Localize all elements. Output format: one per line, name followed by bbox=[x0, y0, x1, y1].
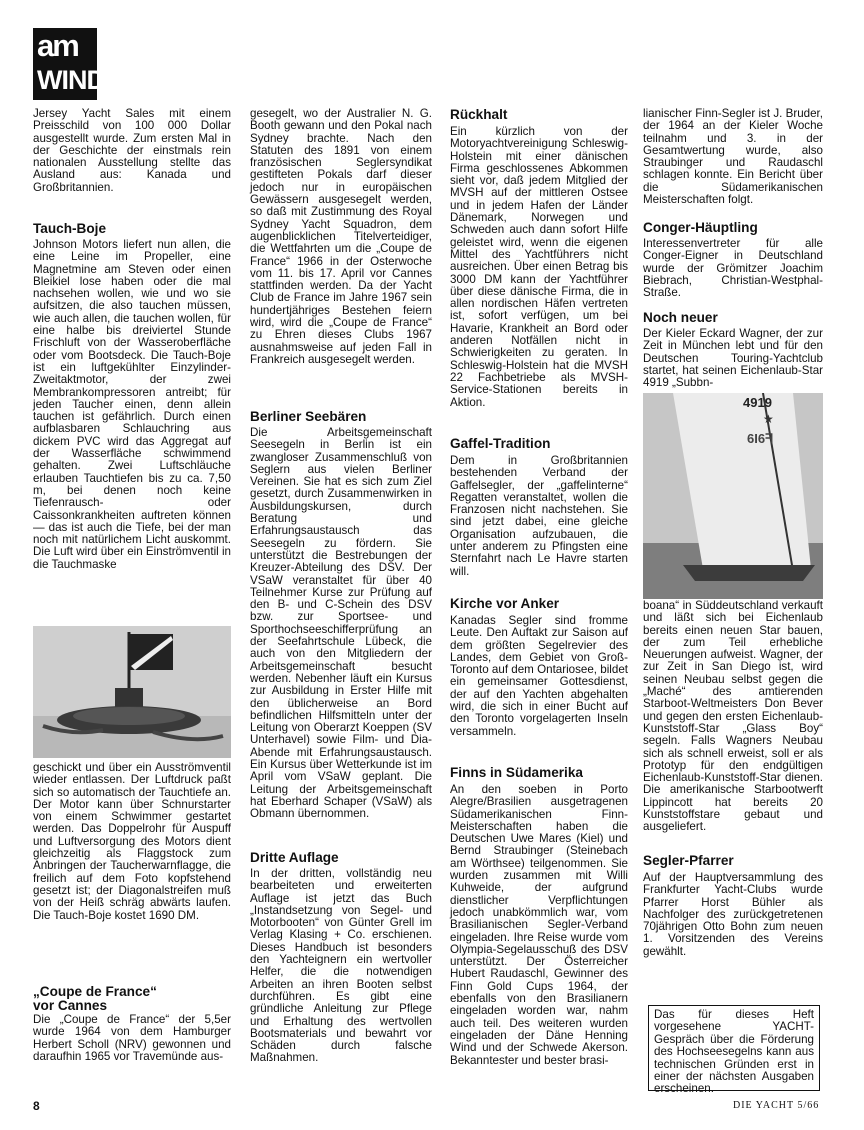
heading-conger-haeuptling: Conger-Häuptling bbox=[643, 220, 758, 235]
col4-para5: Auf der Hauptversammlung des Frankfurter Yacht-Clubs wurde Pfarrer Horst Bühler als Nachfolger des zurückgetretenen 70jährigen Otto Bohn zum neuen 1. Vorsitzenden des Vereins gewählt. bbox=[643, 871, 823, 958]
notice-box bbox=[648, 1005, 820, 1096]
heading-coupe-de-france bbox=[33, 985, 231, 1013]
page-number: 8 bbox=[33, 1099, 40, 1113]
col4-para3: Der Kieler Eckard Wagner, der zur Zeit in München lebt und für den Deutschen Touring-Yachtclub startet, hat seinen Eichenlaub-Star 4919 „Subbn- bbox=[643, 327, 823, 390]
star-boat-photo bbox=[643, 393, 823, 599]
heading-kirche-vor-anker: Kirche vor Anker bbox=[450, 596, 560, 611]
heading-tauch-boje: Tauch-Boje bbox=[33, 221, 107, 236]
star-emblem-icon: ★ bbox=[763, 412, 774, 426]
magazine-issue: DIE YACHT 5/66 bbox=[733, 1100, 820, 1111]
col4-para4: boana“ in Süddeutschland verkauft und läßt sich bei Eichenlaub bereits einen neuen Star bauen, der zum Teil erhebliche Neuerungen aufweist. Wagner, der zur Zeit in San Diego ist, wird seinen Neubau selbst gegen die „Maché“ des amtierenden Starboot-Weltmeisters Don Bever und gegen den ersten Eichenlaub-Kunststoff-Star „Glass Boy“ segeln. Falls Wagners Neubau sich als schnell erweist, soll er als Prototyp für den endgültigen Eichenlaub-Kunststoff-Star dienen. Die amerikanische Starbootwerft Lippincott hat bereits 20 Kunststoffstare gebaut und ausgeliefert. bbox=[643, 599, 823, 834]
heading-segler-pfarrer: Segler-Pfarrer bbox=[643, 853, 734, 868]
notice-box-text: Das für dieses Heft vorgesehene YACHT-Gespräch über die Förderung des Hochseesegelns kann aus technischen Gründen erst in einer der nächsten Ausgaben erscheinen. bbox=[654, 1008, 814, 1096]
heading-finns-in-suedamerika: Finns in Südamerika bbox=[450, 765, 583, 780]
col3-para2: Dem in Großbritannien bestehenden Verband der Gaffelsegler, der „gaffelinterne“ Regatten veranstaltet, wollen die Franzosen nicht nachstehen. Sie sind jetzt dabei, eine gleiche Organisation aufzubauen, die unter anderem zu Pfingsten eine Sternfahrt nach Le Havre starten will. bbox=[450, 454, 628, 578]
heading-berliner-seebaeren: Berliner Seebären bbox=[250, 409, 367, 424]
am-wind-logo bbox=[33, 28, 105, 100]
col2-para3: In der dritten, vollständig neu bearbeiteten und erweiterten Auflage ist jetzt das Buch „Instandsetzung von Segel- und Motorbooten“ von Günter Grell im Verlag Klasing + Co. erschienen. Dieses Handbuch ist besonders den Yachteignern ein wertvoller Helfer, die die notwendigen Arbeiten an ihren Booten selbst durchführen. Es gibt eine gründliche Anleitung zur Pflege und Erhaltung des wertvollen Bootsmaterials und bewahrt vor Schäden durch falsche Maßnahmen. bbox=[250, 867, 432, 1065]
col3-para1: Ein kürzlich von der Motoryachtvereinigung Schleswig-Holstein mit einer dänischen Firma geschlossenes Abkommen sieht vor, daß jedem Mitglied der MVSH auf der mittleren Ostsee und in jedem Hafen der Länder Dänemark, Norwegen und Schweden auch dann sofort Hilfe geleistet wird, wenn die eigenen Mittel des Yachtführers nicht ausreichen. Über einen Betrag bis 3000 DM kann der Yachtführer über diese dänische Firma, die in allen nordischen Häfen vertreten ist, sofort verfügen, um bei Havarie, Krankheit an Bord oder anderen Notfällen nicht in Schwierigkeiten zu geraten. In Schleswig-Holstein hat die MVSH 22 Fachbetriebe als MVSH-Service-Stationen bereits in Aktion. bbox=[450, 125, 628, 409]
col2-para2: Die Arbeitsgemeinschaft Seesegeln in Berlin ist ein zwangloser Zusammenschluß von Seglern aus vielen Berliner Vereinen. Sie hat es sich zum Ziel gesetzt, durch Zusammenwirken in Ausbildungskursen, durch Beratung und Erfahrungsaustausch das Seesegeln zu fördern. Sie unterstützt die Bestrebungen der Kreuzer-Abteilung des DSV. Der VSaW veranstaltet für über 40 Teilnehmer Kurse zur Prüfung auf den B- und C-Schein des DSV bzw. zur Sportsee- und Sporthochseeschifferprüfung an der Seefahrtschule Lübeck, die auch von den Mitgliedern der Arbeitsgemeinschaft besucht werden. Nebenher läuft ein Kursus zur Ausbildung in Erster Hilfe mit den üblicherweise an Bord befindlichen Hilfsmitteln unter der Leitung von Oberarzt Koeppen (SV Unterhavel) sowie Film- und Dia-Abende mit Erfahrungsaustausch. Ein Kursus über Wetterkunde ist im April vom VSaW geplant. Die Leitung der Arbeitsgemeinschaft hat Eberhard Schaper (VSaW) als Obmann übernommen. bbox=[250, 426, 432, 821]
col3-para4: An den soeben in Porto Alegre/Brasilien ausgetragenen Südamerikanischen Finn-Meisterschaften haben die Deutschen Uwe Mares (Kiel) und Bernd Straubinger (Steinebach am Wörthsee) teilgenommen. Sie wurden zusammen mit Willi Kuhweide, der aufgrund dienstlicher Verpflichtungen jedoch unabkömmlich war, vom Brasilianischen Segler-Verband eingeladen. Ihre Reise wurde vom Olympia-Segelausschuß des DSV unterstützt. Der Österreicher Hubert Raudaschl, Gewinner des Finn Gold Cups 1964, der ebenfalls von den Brasilianern eingeladen worden war, nahm auch teil. Des weiteren wurden eingeladen der Däne Henning Wind und der Schwede Akerson. Bekanntester und bester brasi- bbox=[450, 783, 628, 1067]
col4-para2: Interessenvertreter für alle Conger-Eigner in Deutschland wurde der Grömitzer Joachim Biebrach, Christian-Westphal-Straße. bbox=[643, 237, 823, 300]
col4-para1: lianischer Finn-Segler ist J. Bruder, der 1964 an der Kieler Woche teilnahm und 3. in der Gesamtwertung wurde, also Straubinger und Raudaschl schlagen konnte. Ein Bericht über die Südamerikanischen Meisterschaften folgt. bbox=[643, 107, 823, 207]
heading-coupe-line2: vor Cannes bbox=[33, 998, 108, 1013]
sail-number-top: 4919 bbox=[743, 395, 772, 410]
diving-buoy-photo bbox=[33, 626, 231, 758]
sail-number-mirrored: 6I6ᖷ bbox=[747, 431, 773, 446]
col1-para2: Johnson Motors liefert nun allen, die eine Leine im Propeller, eine Magnetmine am Steven oder einen Bleikiel lose haben oder die mal nachsehen wollen, wie und wo sie aufsitzen, die also tauchen müssen, wie auch allen, die tauchen wollen, für eine halbe bis dreiviertel Stunde Frischluft von der Wasseroberfläche oder vom Bootsdeck. Die Tauch-Boje ist ein luftgekühlter Einzylinder-Zweitaktmotor, der zwei Membrankompressoren antreibt; für jeden Taucher einen, denn allein tauchen ist gefährlich. Durch einen aufblasbaren Schlauchring aus dickem PVC wird das Aggregat auf der Wasserfläche schwimmend gehalten. Zwei Luftschläuche erlauben Tauchtiefen bis zu ca. 7,50 m, bei denen noch keine Tiefenrausch- oder Caissonkrankheiten auftreten können — das ist auch die Tiefe, bei der man noch mit natürlichem Licht auskommt. Die Luft wird über ein Einströmventil in die Tauchmaske bbox=[33, 238, 231, 571]
heading-noch-neuer: Noch neuer bbox=[643, 310, 718, 325]
col3-para3: Kanadas Segler sind fromme Leute. Den Auftakt zur Saison auf dem größten Segelrevier des Landes, dem Gebiet von Groß-Toronto auf dem Ontariosee, bildet ein gemeinsamer Gottesdienst, der auf den Yachten abgehalten wird, die sich in einer Bucht auf den Toronto vorgelagerten Inseln versammeln. bbox=[450, 614, 628, 738]
heading-gaffel-tradition: Gaffel-Tradition bbox=[450, 436, 551, 451]
heading-dritte-auflage: Dritte Auflage bbox=[250, 850, 339, 865]
heading-rueckhalt: Rückhalt bbox=[450, 107, 508, 122]
col2-para1: gesegelt, wo der Australier N. G. Booth gewann und den Pokal nach Sydney brachte. Nach den Statuten des 1891 von einem französischen Seglersyndikat gestifteten Pokals darf dieser jedoch nur in europäischen Gewässern ausgesegelt werden, so daß mit Zustimmung des Royal Sydney Yacht Squadron, dem augenblicklichen Titelverteidiger, die Wettfahrten um die „Coupe de France“ 1966 in der Osterwoche vom 11. bis 17. April vor Cannes stattfinden werden. Da der Yacht Club de France im Jahre 1967 sein hundertjähriges Bestehen feiern wird, wird die „Coupe de France“ zu Ehren dieses Clubs 1967 ausnahmsweise auf jeden Fall in Frankreich ausgesegelt werden. bbox=[250, 107, 432, 366]
heading-coupe-line1: „Coupe de France“ bbox=[33, 984, 157, 999]
logo-line-am: am bbox=[37, 28, 78, 63]
col1-para1: Jersey Yacht Sales mit einem Preisschild von 100 000 Dollar ausgestellt wurde. Zum ersten Mal in der Geschichte der einstmals rein nationalen Ausstellung stellte das Ausland aus: Kanada und Großbritannien. bbox=[33, 107, 231, 194]
col1-para3: geschickt und über ein Ausströmventil wieder entlassen. Der Luftdruck paßt sich so automatisch der Tauchtiefe an. Der Motor kann über Schnurstarter von einem Schwimmer gestartet werden. Das Doppelrohr für Auspuff und Luftversorgung des Motors dient gleichzeitig als Flaggstock zum Anbringen der Taucherwarnflagge, die freilich auf dem Foto kopfstehend gesetzt ist; der Diagonalstreifen muß von der Heiß schräg abwärts laufen. Die Tauch-Boje kostet 1690 DM. bbox=[33, 761, 231, 922]
col1-para4: Die „Coupe de France“ der 5,5er wurde 1964 von dem Hamburger Herbert Scholl (NRV) gewonnen und daraufhin 1965 vor Travemünde aus- bbox=[33, 1013, 231, 1063]
logo-line-wind: WIND bbox=[37, 65, 105, 95]
